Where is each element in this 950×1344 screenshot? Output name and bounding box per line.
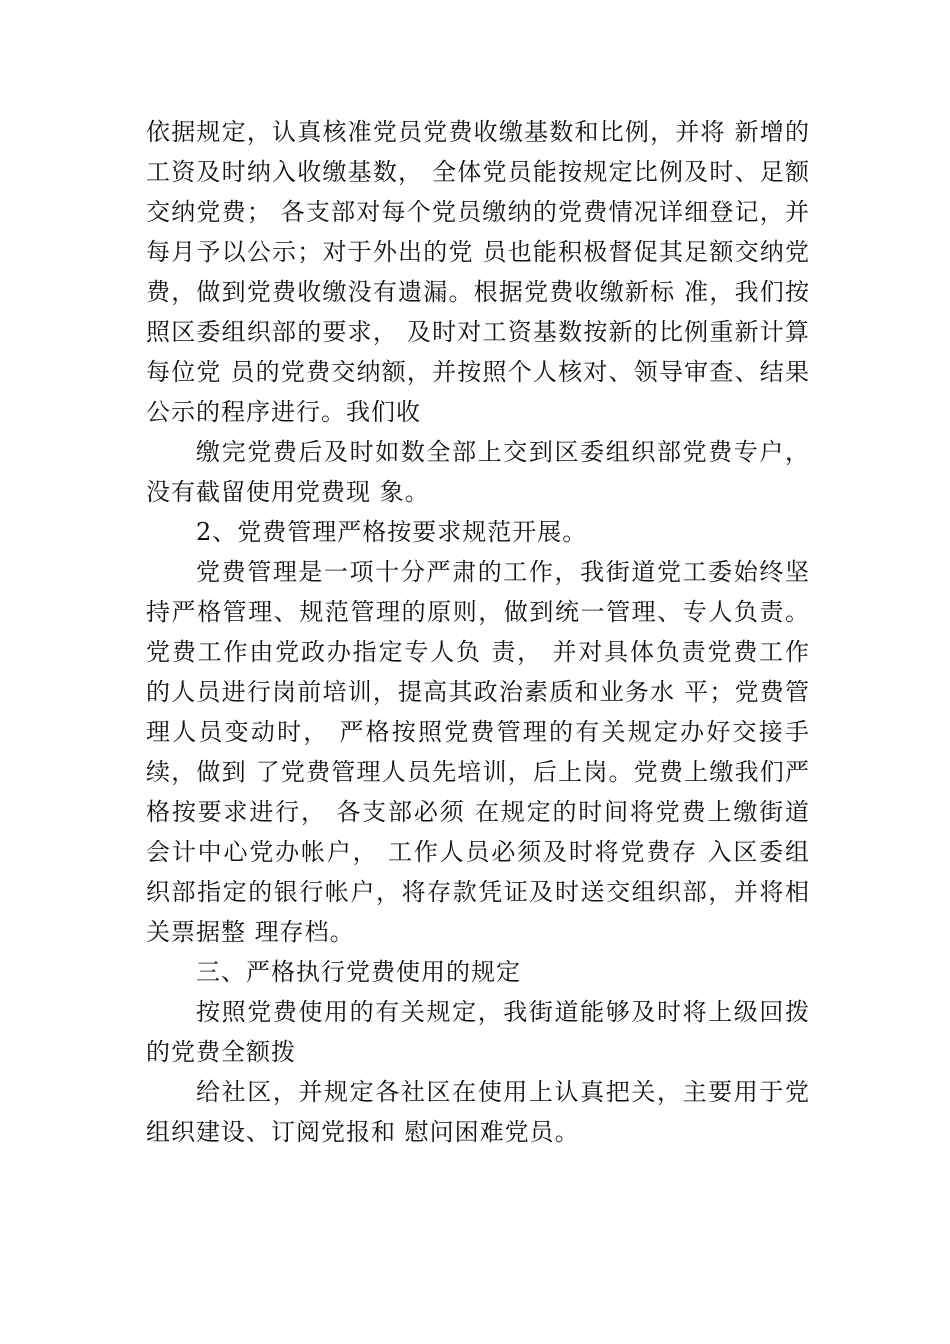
paragraph-fee-submission: 缴完党费后及时如数全部上交到区委组织部党费专户，没有截留使用党费现 象。 [146,438,810,506]
document-body [146,112,810,1152]
section-heading-fee-management: 2、党费管理严格按要求规范开展。 [196,518,588,546]
paragraph-fee-management: 党费管理是一项十分严肃的工作，我街道党工委始终坚持严格管理、规范管理的原则，做到统一管理、专人负责。党费工作由党政办指定专人负 责， 并对具体负责党费工作的人员进行岗前培训，提高其政治素质和业务水 平；党费管理人员变动时， 严格按照党费管理的有关规定办好交接手续，做到 了党费管理人员先培训，后上岗。党费上缴我们严格按要求进行， 各支部必须 在规定的时间将党费上缴街道会计中心党办帐户， 工作人员必须及时将党费存 入区委组织部指定的银行帐户，将存款凭证及时送交组织部，并将相关票据整 理存档。 [146,558,810,946]
paragraph-fee-collection: 依据规定，认真核准党员党费收缴基数和比例，并将 新增的工资及时纳入收缴基数， 全体党员能按规定比例及时、足额交纳党费； 各支部对每个党员缴纳的党费情况详细登记，并每月予以公示；对于外出的党 员也能积极督促其足额交纳党费，做到党费收缴没有遗漏。根据党费收缴新标 准，我们按照区委组织部的要求， 及时对工资基数按新的比例重新计算每位党 员的党费交纳额，并按照个人核对、领导审查、结果公示的程序进行。我们收 [146,118,810,426]
section-heading-fee-usage: 三、严格执行党费使用的规定 [196,958,521,986]
paragraph-fee-allocation: 给社区，并规定各社区在使用上认真把关，主要用于党组织建设、订阅党报和 慰问困难党员。 [146,1078,810,1146]
paragraph-fee-usage: 按照党费使用的有关规定，我街道能够及时将上级回拨的党费全额拨 [146,998,810,1066]
